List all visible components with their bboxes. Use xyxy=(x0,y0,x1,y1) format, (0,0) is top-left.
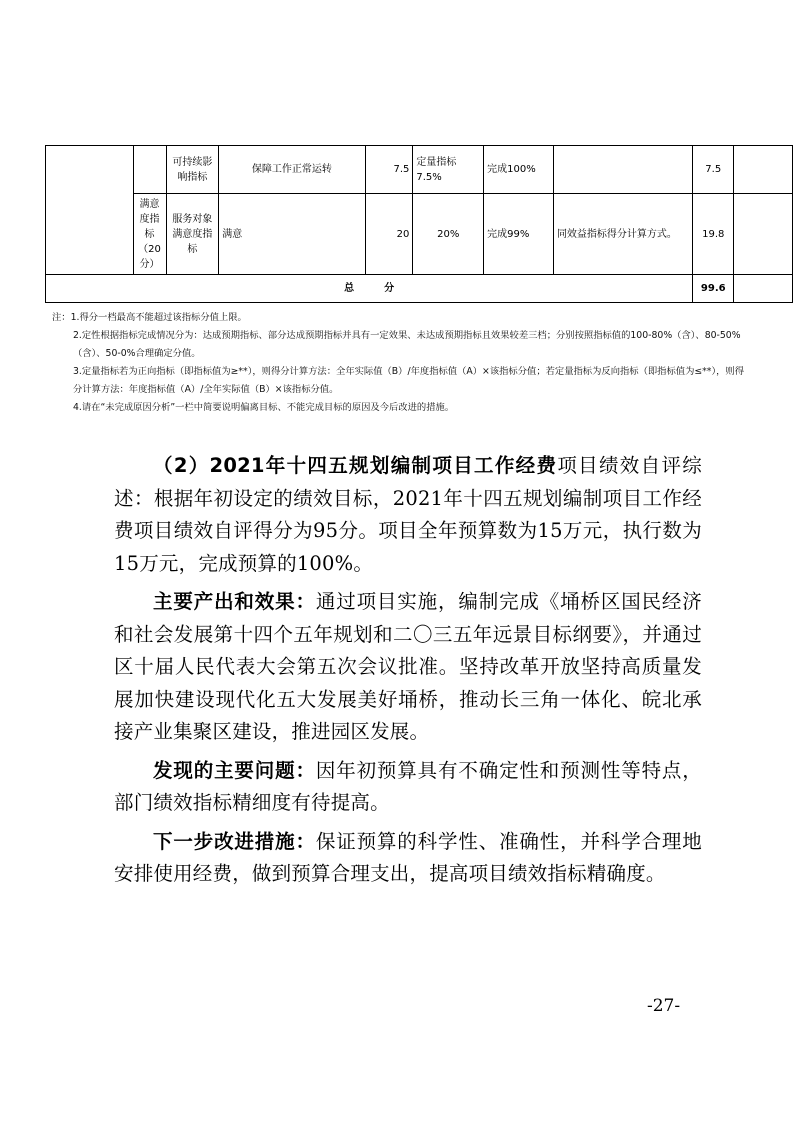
table-cell-empty xyxy=(133,146,166,194)
improvements-heading: 下一步改进措施： xyxy=(153,829,316,853)
problems-text: 因年初预算具有不确定性和预测性等特点，部门绩效指标精细度有待提高。 xyxy=(114,758,702,814)
table-cell-reason xyxy=(734,146,793,194)
table-cell-reason xyxy=(734,194,793,275)
table-row xyxy=(46,194,793,275)
table-cell-indicator: 可持续影响指标 xyxy=(166,146,219,194)
table-cell-empty xyxy=(46,146,134,275)
paragraph-improvements xyxy=(114,826,702,891)
report-body xyxy=(114,450,702,891)
note-3: 3.定量指标若为正向指标（即指标值为≥**），则得分计算方法：全年实际值（B）/年度指标值（A）×该指标分值；若定量指标为反向指标（即指标值为≤**），则得分计算方法：年度指标值（A）/全年实际值（B）×该指标分值。 xyxy=(73,366,744,395)
paragraph-outputs xyxy=(114,586,702,749)
improvements-text: 保证预算的科学性、准确性，并科学合理地安排使用经费，做到预算合理支出，提高项目绩效指标精确度。 xyxy=(114,829,702,885)
paragraph-problems xyxy=(114,755,702,820)
note-4: 4.请在“未完成原因分析”一栏中简要说明偏离目标、不能完成目标的原因及今后改进的措施。 xyxy=(73,402,455,413)
project-title: （2）2021年十四五规划编制项目工作经费 xyxy=(153,454,558,477)
table-total-row xyxy=(46,275,793,303)
table-cell-target: 定量指标 7.5% xyxy=(413,146,484,194)
total-score: 99.6 xyxy=(693,275,734,303)
paragraph-summary xyxy=(114,450,702,580)
table-cell-target: 20% xyxy=(413,194,484,275)
summary-text: 项目绩效自评综述：根据年初设定的绩效目标，2021年十四五规划编制项目工作经费项目绩效自评得分为95分。项目全年预算数为15万元，执行数为15万元，完成预算的100%。 xyxy=(114,454,702,575)
total-label: 总 分 xyxy=(46,275,693,303)
table-cell-score: 7.5 xyxy=(693,146,734,194)
outputs-text: 通过项目实施，编制完成《埇桥区国民经济和社会发展第十四个五年规划和二〇三五年远景目标纲要》，并通过区十届人民代表大会第五次会议批准。坚持改革开放坚持高质量发展加快建设现代化五大发展美好埇桥，推动长三角一体化、皖北承接产业集聚区建设，推进园区发展。 xyxy=(114,590,702,743)
table-cell-weight: 7.5 xyxy=(365,146,413,194)
problems-heading: 发现的主要问题： xyxy=(153,758,316,782)
outputs-heading: 主要产出和效果： xyxy=(153,590,316,613)
table-cell-weight: 20 xyxy=(365,194,413,275)
table-cell-result: 完成99% xyxy=(484,194,554,275)
table-cell-content: 保障工作正常运转 xyxy=(219,146,365,194)
table-row xyxy=(46,146,793,194)
page-number: -27- xyxy=(647,996,681,1016)
table-notes xyxy=(52,309,752,417)
note-2: 2.定性根据指标完成情况分为：达成预期指标、部分达成预期指标并具有一定效果、未达成预期指标且效果较差三档；分别按照指标值的100-80%（含）、80-50%（含）、50-0%合理确定分值。 xyxy=(73,330,741,359)
table-cell-empty xyxy=(734,275,793,303)
table-cell-method xyxy=(553,146,692,194)
table-cell-score: 19.8 xyxy=(693,194,734,275)
table-cell-content: 满意 xyxy=(219,194,365,275)
performance-table xyxy=(45,145,793,303)
table-cell-method: 同效益指标得分计算方式。 xyxy=(553,194,692,275)
table-cell-indicator: 服务对象满意度指标 xyxy=(166,194,219,275)
note-1: 注：1.得分一档最高不能超过该指标分值上限。 xyxy=(52,312,247,323)
table-cell-result: 完成100% xyxy=(484,146,554,194)
table-cell-category: 满意度指标（20分） xyxy=(133,194,166,275)
